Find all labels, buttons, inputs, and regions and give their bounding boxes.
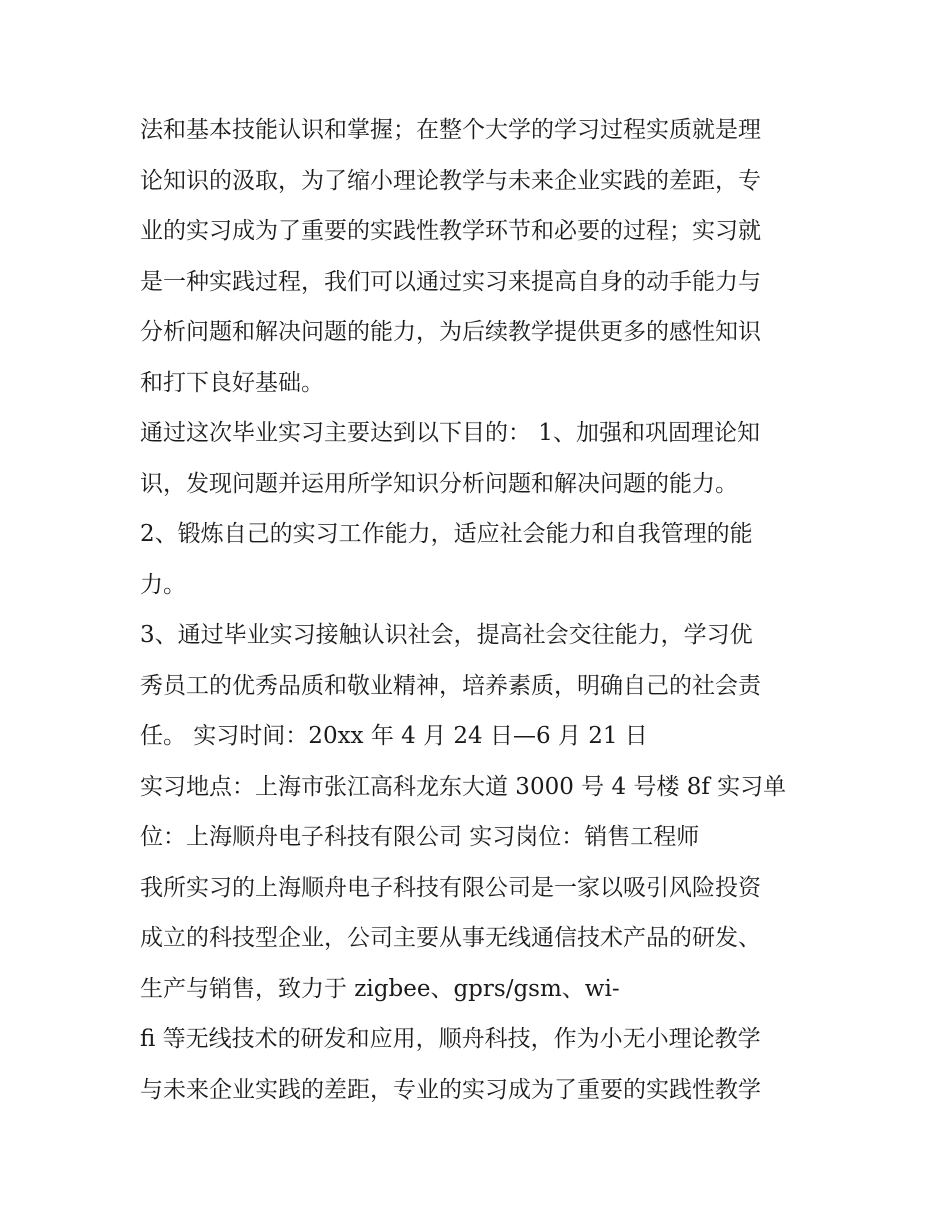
text-line: 实习地点：上海市张江高科龙东大道 3000 号 4 号楼 8f 实习单 [140, 773, 787, 800]
text-line: 3、通过毕业实习接触认识社会，提高社会交往能力，学习优 [140, 622, 753, 648]
text-line: 成立的科技型企业，公司主要从事无线通信技术产品的研发、 [140, 925, 761, 951]
text-line: 任。 实习时间：20xx 年 4 月 24 日—6 月 21 日 [140, 723, 648, 749]
text-line: fi 等无线技术的研发和应用，顺舟科技，作为小无小理论教学 [140, 1026, 761, 1052]
text-line: 位：上海顺舟电子科技有限公司 实习岗位：销售工程师 [140, 824, 700, 850]
text-line: 分析问题和解决问题的能力，为后续教学提供更多的感性知识 [140, 319, 761, 345]
text-line: 我所实习的上海顺舟电子科技有限公司是一家以吸引风险投资 [140, 874, 761, 901]
text-line: 与未来企业实践的差距，专业的实习成为了重要的实践性教学 [140, 1076, 761, 1103]
text-line: 秀员工的优秀品质和敬业精神，培养素质，明确自己的社会责 [140, 672, 761, 699]
document-body [140, 105, 820, 1115]
text-line: 论知识的汲取，为了缩小理论教学与未来企业实践的差距，专 [140, 167, 761, 194]
text-line: 2、锻炼自己的实习工作能力，适应社会能力和自我管理的能 [140, 521, 753, 547]
text-line: 力。 [140, 571, 186, 598]
text-line: 是一种实践过程，我们可以通过实习来提高自身的动手能力与 [140, 268, 761, 295]
text-line: 生产与销售，致力于 zigbee、gprs/gsm、wi- [140, 975, 620, 1002]
text-line: 识，发现问题并运用所学知识分析问题和解决问题的能力。 [140, 470, 738, 497]
text-line: 业的实习成为了重要的实践性教学环节和必要的过程；实习就 [140, 218, 761, 244]
text-line: 通过这次毕业实习主要达到以下目的： 1、加强和巩固理论知 [140, 420, 760, 446]
text-line: 和打下良好基础。 [140, 369, 324, 396]
text-line: 法和基本技能认识和掌握；在整个大学的学习过程实质就是理 [140, 117, 761, 143]
